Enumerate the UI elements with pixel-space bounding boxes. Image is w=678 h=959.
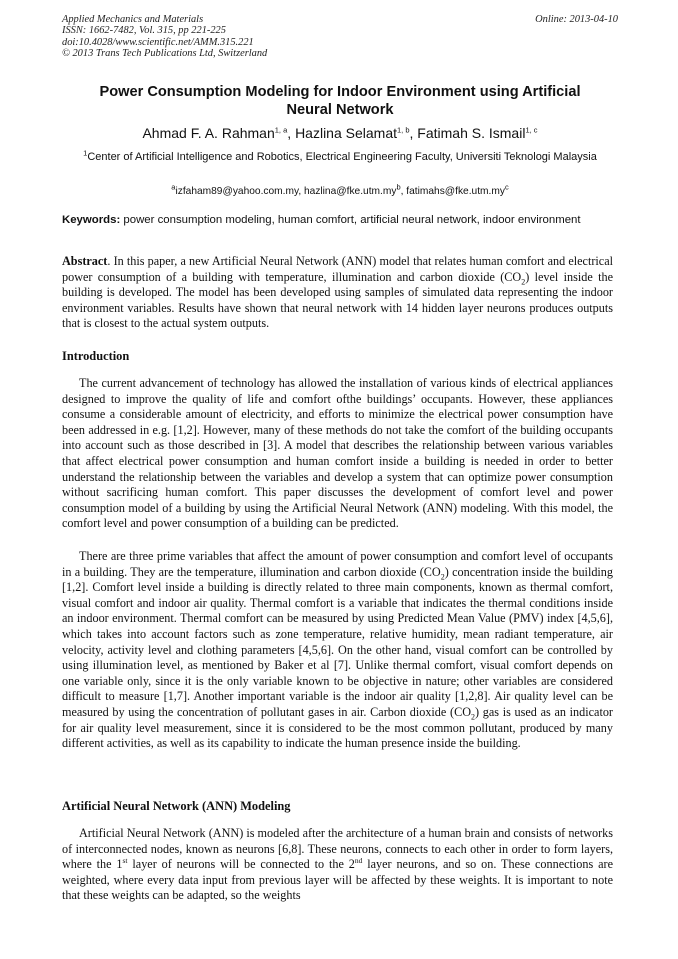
keywords-label: Keywords: (62, 214, 121, 226)
abstract-text: . In this paper, a new Artificial Neural Network (ANN) model that relates human comfort and electrical power consumption of a building with temperature, illumination and carbon dioxide (CO (62, 254, 613, 284)
subscript: 2 (471, 712, 475, 722)
journal-header (62, 14, 618, 60)
email-mark: b (396, 182, 401, 192)
affiliation-text: Center of Artificial Intelligence and Robotics, Electrical Engineering Faculty, Universiti Teknologi Malaysia (87, 151, 597, 163)
paragraph-text: ) concentration inside the building [1,2]. Comfort level inside a building is directly related to three main components, known as thermal comfort, visual comfort and indoor air quality. Thermal comfort is a variable that indicates the thermal conditions inside an indoor environment. Thermal comfort can be measured by using Predicted Mean Value (PMV) index [4,5,6], which takes into account factors such as zone temperature, relative humidity, mean radiant temperature, air velocity, activity level and clothing parameters [4,5,6]. On the other hand, visual comfort can be controlled by using illumination level, as mentioned by Baker et al [7]. Unlike thermal comfort, visual comfort depends on one variable only, since it is the only variable known to be objective in nature; other variables are considered difficult to measure [1,7]. Another important variable is the indoor air quality [1,2,8]. Air quality level can be measured by using the concentration of pollutant gases in air. Carbon dioxide (CO (62, 564, 613, 719)
author-separator: , (287, 125, 296, 141)
email-link[interactable]: hazlina@fke.utm.my (303, 186, 397, 197)
copyright-line: © 2013 Trans Tech Publications Ltd, Switzerland (62, 48, 268, 60)
abstract-text: ) level inside the building is developed. The model has been developed using samples of simulated data representing the indoor environment variables. Results have shown that neural network with 14 hidden layer neurons produces outputs that is closest to the actual system outputs. (62, 269, 614, 331)
email-list (62, 182, 618, 199)
ann-paragraph-1 (62, 826, 613, 904)
online-date: Online: 2013-04-10 (535, 14, 618, 25)
subscript: 2 (521, 277, 526, 287)
author-name: Hazlina Selamat (295, 125, 397, 141)
journal-name: Applied Mechanics and Materials (62, 14, 204, 25)
email-separator: , (400, 186, 407, 197)
email-separator: , (298, 186, 304, 197)
section-heading-introduction: Introduction (62, 349, 130, 363)
author-list (62, 124, 618, 142)
abstract-label: Abstract (62, 254, 108, 268)
email-mark: a (171, 182, 176, 192)
author-separator: , (409, 125, 418, 141)
keywords (62, 213, 613, 229)
author-name: Ahmad F. A. Rahman (142, 125, 275, 141)
email-link[interactable]: fatimahs@fke.utm.my (406, 186, 505, 197)
paragraph-text: layer neurons, and so on. These connections are weighted, where every data input from previous layer will be affected by these weights. It is important to note that these weights can be adapted, so the weights (62, 857, 613, 903)
title-line-1: Power Consumption Modeling for Indoor Environment using Artificial (99, 84, 581, 100)
subscript: 2 (440, 572, 445, 582)
issn-line: ISSN: 1662-7482, Vol. 315, pp 221-225 (62, 25, 226, 37)
author-name: Fatimah S. Ismail (417, 125, 526, 141)
keywords-text: power consumption modeling, human comfort, artificial neural network, indoor environment (123, 214, 581, 226)
affiliation-mark: 1 (83, 148, 88, 158)
superscript: st (122, 856, 128, 866)
paragraph-text: There are three prime variables that affect the amount of power consumption and comfort level of occupants in a building. They are the temperature, illumination and carbon dioxide (CO (62, 549, 613, 579)
title-line-2: Neural Network (286, 102, 394, 118)
author-affiliation-mark: 1, b (397, 125, 410, 135)
paragraph-text: layer of neurons will be connected to the 2 (127, 857, 355, 872)
doi-line: doi:10.4028/www.scientific.net/AMM.315.221 (62, 36, 254, 48)
intro-paragraph-1: The current advancement of technology has allowed the installation of various kinds of electrical appliances designed to improve the quality of life and comfort ofthe buildings’ occupants. However, these appliances consume a considerable amount of electricity, and efforts to minimize the electrical power consumption have been addressed in e.g. [1,2]. However, many of these methods do not take the comfort of the building occupants into account such as those described in [3]. A model that describes the relationship between various variables that affect electrical power consumption and human comfort inside a building is needed in order to better understand the relationship between the variables and develop a system that can optimize power consumption without sacrificing human comfort. This paper discusses the development of comfort level and power consumption model of a building by using the Artificial Neural Network (ANN) modeling. With this model, the comfort level and power consumption of a building can be predicted. (62, 376, 613, 531)
author-affiliation-mark: 1, a (274, 125, 288, 135)
email-mark: c (504, 182, 509, 192)
intro-paragraph-2 (62, 549, 613, 752)
abstract (62, 254, 613, 332)
superscript: nd (354, 856, 363, 866)
section-heading-ann: Artificial Neural Network (ANN) Modeling (62, 799, 291, 813)
author-affiliation-mark: 1, c (525, 125, 538, 135)
paragraph-text: Artificial Neural Network (ANN) is modeled after the architecture of a human brain and consists of networks of interconnected nodes, known as neurons [6,8]. These neurons, connects to each other in order to form layers, where the 1 (62, 826, 613, 872)
paper-title (70, 83, 610, 119)
email-link[interactable]: izfaham89@yahoo.com.my (175, 186, 299, 197)
affiliation (62, 150, 618, 165)
paragraph-text: ) gas is used as an indicator for air quality level measurement, since it is considered to be the most common pollutant, produced by many different activities, as well as its capability to indicate the human presence inside the building. (62, 704, 613, 751)
